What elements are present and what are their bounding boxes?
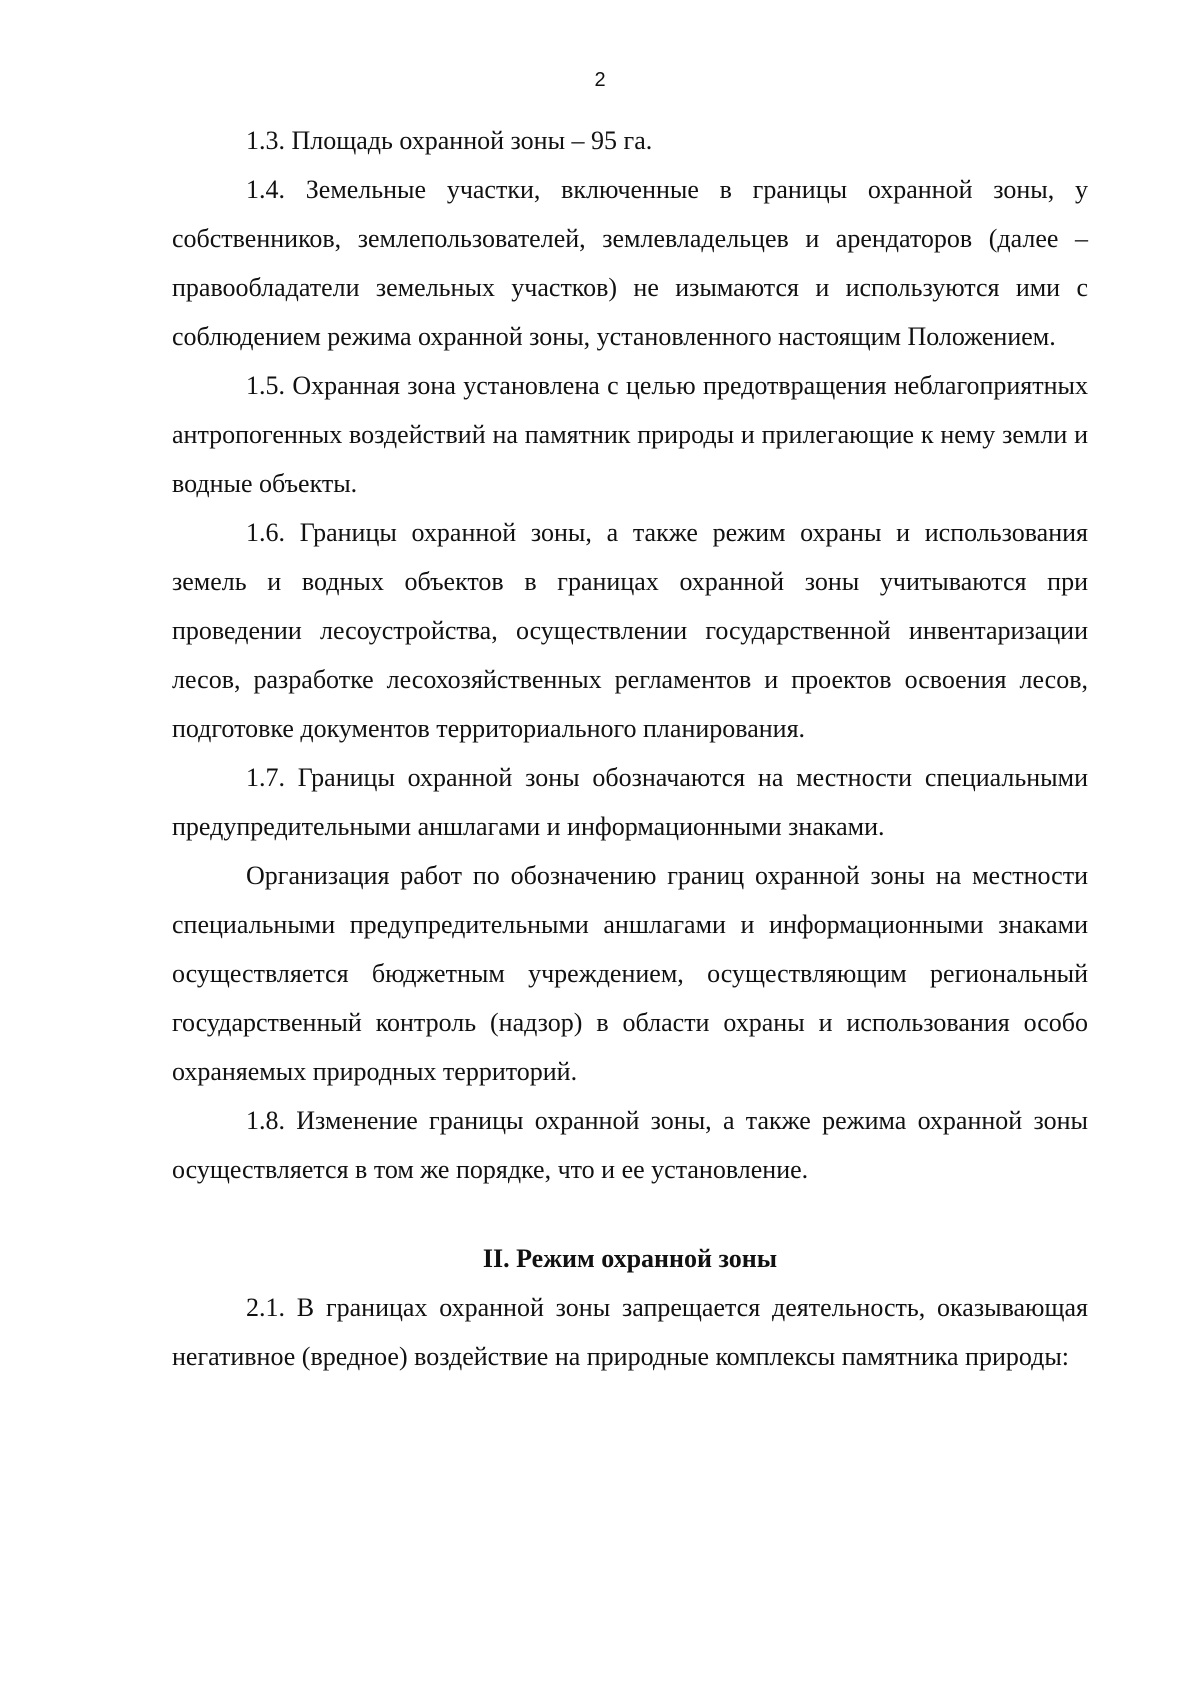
- paragraph-2-1: 2.1. В границах охранной зоны запрещается деятельность, оказывающая негативное (вредное) воздействие на природные комплексы памятника природы:: [172, 1293, 1088, 1371]
- paragraph-1-3: 1.3. Площадь охранной зоны – 95 га.: [246, 126, 653, 155]
- paragraph-1-7-organization: Организация работ по обозначению границ охранной зоны на местности специальными предупредительными аншлагами и информационными знаками осуществляется бюджетным учреждением, осуществляющим региональный государственный контроль (надзор) в области охраны и использования особо охраняемых природных территорий.: [172, 861, 1088, 1086]
- paragraph-1-4: 1.4. Земельные участки, включенные в границы охранной зоны, у собственников, землепользователей, землевладельцев и арендаторов (далее – правообладатели земельных участков) не изымаются и используются ими с соблюдением режима охранной зоны, установленного настоящим Положением.: [172, 175, 1088, 351]
- paragraph-1-7: 1.7. Границы охранной зоны обозначаются на местности специальными предупредительными аншлагами и информационными знаками.: [172, 763, 1088, 841]
- paragraph-1-8: 1.8. Изменение границы охранной зоны, а также режима охранной зоны осуществляется в том же порядке, что и ее установление.: [172, 1106, 1088, 1184]
- paragraph-1-5: 1.5. Охранная зона установлена с целью предотвращения неблагоприятных антропогенных воздействий на памятник природы и прилегающие к нему земли и водные объекты.: [172, 371, 1088, 498]
- paragraph-1-6: 1.6. Границы охранной зоны, а также режим охраны и использования земель и водных объектов в границах охранной зоны учитываются при проведении лесоустройства, осуществлении государственной инвентаризации лесов, разработке лесохозяйственных регламентов и проектов освоения лесов, подготовке документов территориального планирования.: [172, 518, 1088, 743]
- document-body: [172, 116, 1088, 1381]
- section-heading: II. Режим охранной зоны: [482, 1244, 778, 1273]
- page-number: 2: [594, 69, 606, 91]
